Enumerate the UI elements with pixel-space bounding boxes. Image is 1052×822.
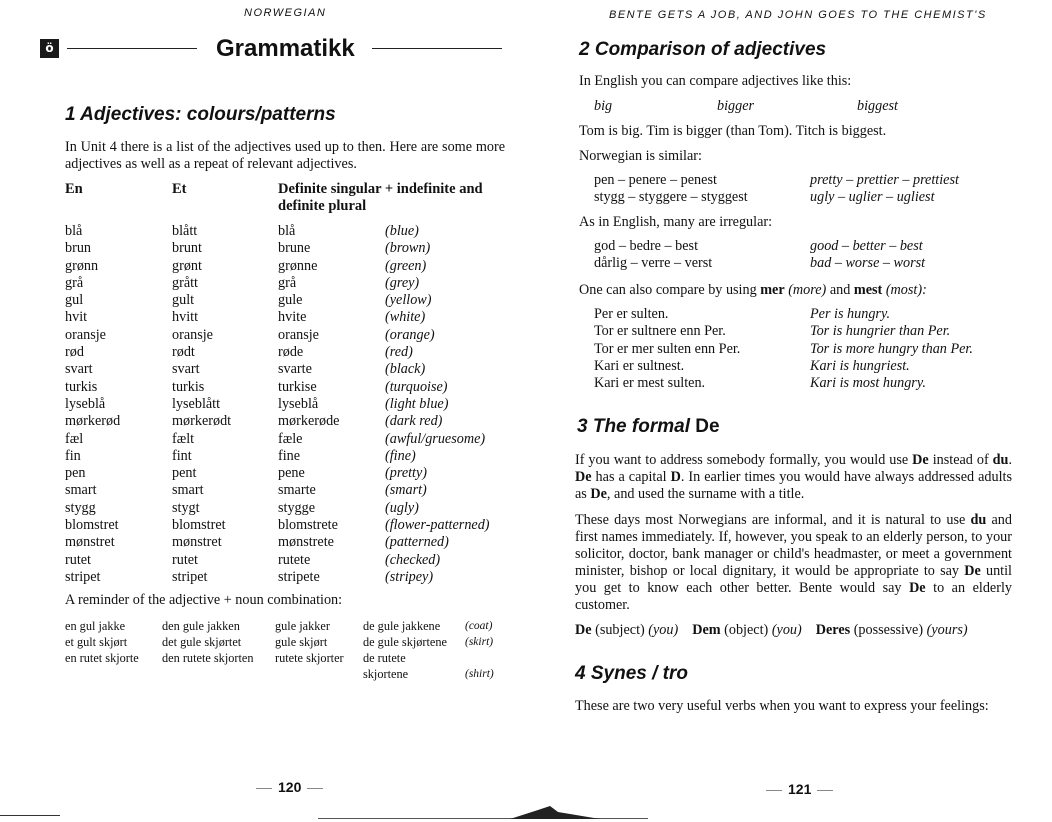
page-dash (256, 788, 272, 789)
pronoun-role: (possessive) (850, 622, 927, 638)
adjective-row (65, 223, 515, 240)
adjective-row (65, 500, 515, 517)
adjective-en: pen (65, 465, 86, 482)
adjective-row (65, 344, 515, 361)
definite-singular: den rutete skjorten (162, 651, 254, 665)
adjective-en: gul (65, 292, 84, 309)
adjective-row (65, 465, 515, 482)
adjective-en: rutet (65, 551, 91, 568)
adjective-row (65, 258, 515, 275)
most-gloss: (most): (882, 282, 927, 298)
adjective-gloss: (dark red) (385, 413, 443, 430)
formal-de-paragraph-2: These days most Norwegians are informal, and it is natural to use du and first names immediately. If, however, you speak to an elderly person, to your solicitor, doctor, bank manager or child's headmaster, or meet a government minister, bishop or local dignitary, it would be appropriate to say De until you get to know each other better. Bente would say De to an elderly customer. (575, 512, 1012, 613)
title-rule-left (67, 48, 197, 49)
adjective-plural: brune (278, 240, 311, 257)
adjective-gloss: (grey) (385, 274, 420, 291)
adjective-et: mønstret (172, 534, 222, 551)
adjective-plural: grå (278, 274, 297, 291)
adjective-row (65, 448, 515, 465)
english-form-superlative: biggest (857, 98, 898, 114)
title-rule-right (372, 48, 502, 49)
pronoun-dem (692, 622, 802, 638)
adjective-row (65, 552, 515, 569)
adjective-et: gult (172, 292, 195, 309)
pronoun-word: Deres (815, 622, 851, 638)
sulten-no-3: Tor er mer sulten enn Per. (594, 340, 741, 357)
page-edge-left (0, 815, 60, 816)
adjective-gloss: (light blue) (385, 395, 449, 412)
adjective-en: stygg (65, 499, 96, 516)
adjective-plural: mørkerøde (278, 413, 340, 430)
adjective-en: blomstret (65, 517, 119, 534)
irregular-en-1: good – better – best (810, 238, 923, 254)
adjective-row (65, 534, 515, 551)
adjective-plural: svarte (278, 361, 312, 378)
adjective-plural: rutete (278, 551, 311, 568)
adjective-et: lyseblått (172, 395, 221, 412)
adjective-et: oransje (172, 326, 213, 343)
indefinite-singular: en rutet skjorte (65, 651, 139, 665)
indefinite-plural: gule jakker (275, 619, 330, 633)
adjective-en: turkis (65, 378, 98, 395)
page-number-right-text: 121 (788, 781, 812, 797)
adjective-et: turkis (172, 378, 205, 395)
adjective-en: smart (65, 482, 97, 499)
adjective-en: fæl (65, 430, 84, 447)
adjective-gloss: (white) (385, 309, 426, 326)
adjective-en: grønn (65, 257, 99, 274)
adjective-et: rødt (172, 344, 195, 361)
adjective-row (65, 569, 515, 586)
indefinite-plural: gule skjørt (275, 635, 328, 649)
definite-plural: de gule skjørtene (363, 635, 448, 649)
indefinite-plural: rutete skjorter (275, 651, 344, 665)
adjective-row (65, 413, 515, 430)
adjective-et: brunt (172, 240, 202, 257)
adjective-en: hvit (65, 309, 88, 326)
irregular-english-list (810, 238, 925, 273)
page-dash (817, 790, 833, 791)
adjective-gloss: (patterned) (385, 534, 449, 551)
adjective-gloss: (fine) (385, 447, 416, 464)
sulten-no-5: Kari er mest sulten. (594, 375, 706, 392)
more-gloss: (more) (784, 282, 827, 298)
adjective-et: smart (172, 482, 204, 499)
irregular-norwegian-list (594, 238, 712, 273)
pronoun-de (575, 622, 678, 638)
definite-plural: de gule jakkene (363, 619, 441, 633)
irregular-no-2: dårlig – verre – verst (594, 255, 713, 272)
adjective-et: stygt (172, 499, 200, 516)
pronoun-gloss: (you) (648, 622, 679, 638)
running-head-right: BENTE GETS A JOB, AND JOHN GOES TO THE CHEMIST'S (609, 9, 987, 21)
adjective-plural: gule (278, 292, 303, 309)
adjective-et: stripet (172, 568, 208, 585)
adjective-plural: blomstrete (278, 517, 338, 534)
adjective-et: blomstret (172, 517, 226, 534)
noun-gloss: (skirt) (465, 636, 494, 648)
comparison-intro: In English you can compare adjectives like this: (579, 73, 852, 89)
adjective-plural: stygge (278, 499, 316, 516)
adjective-plural: blå (278, 223, 296, 239)
sulten-en-5: Kari is most hungry. (810, 375, 926, 392)
page-number-left (250, 779, 329, 795)
adjective-plural: stripete (278, 568, 320, 585)
pronoun-forms (575, 622, 982, 639)
sulten-no-2: Tor er sultnere enn Per. (594, 323, 726, 340)
adjective-et: mørkerødt (172, 413, 232, 430)
similar-no-1: pen – penere – penest (594, 172, 717, 188)
sulten-en-1: Per is hungry. (810, 306, 890, 322)
page-number-left-text: 120 (278, 779, 302, 795)
adjective-row (65, 275, 515, 292)
adjective-gloss: (blue) (385, 223, 419, 239)
adjective-en: rød (65, 344, 84, 361)
adjective-table (65, 181, 515, 586)
page-dash (307, 788, 323, 789)
irregular-intro: As in English, many are irregular: (579, 214, 773, 230)
adjective-plural: oransje (278, 326, 319, 343)
similar-no-2: stygg – styggere – styggest (594, 189, 748, 206)
adjective-row (65, 292, 515, 309)
adjective-gloss: (checked) (385, 551, 441, 568)
page-title: Grammatikk (216, 35, 355, 62)
pronoun-gloss: (you) (771, 622, 802, 638)
english-form-positive: big (594, 98, 613, 114)
mer-word: mer (760, 282, 785, 298)
section-heading-1: 1 Adjectives: colours/patterns (65, 104, 336, 125)
adjective-plural: fæle (278, 430, 303, 447)
adjective-plural: turkise (278, 378, 317, 395)
adjective-gloss: (smart) (385, 482, 427, 499)
adjective-plural: smarte (278, 482, 316, 499)
page-dash (766, 790, 782, 791)
adjective-gloss: (stripey) (385, 568, 434, 585)
irregular-no-1: god – bedre – best (594, 238, 699, 254)
definite-singular: det gule skjørtet (162, 635, 242, 649)
tom-example: Tom is big. Tim is bigger (than Tom). Titch is biggest. (579, 123, 887, 139)
adjective-en: blå (65, 223, 83, 239)
page-number-right (760, 781, 839, 797)
adjective-row (65, 482, 515, 499)
adjective-gloss: (green) (385, 257, 427, 274)
mer-mest-intro (579, 282, 927, 299)
norwegian-similar: Norwegian is similar: (579, 148, 702, 164)
adjective-row (65, 240, 515, 257)
adjective-plural: lyseblå (278, 395, 319, 412)
similar-en-1: pretty – prettier – prettiest (810, 172, 959, 188)
adjective-gloss: (yellow) (385, 292, 432, 309)
adjective-gloss: (turquoise) (385, 378, 448, 395)
pronoun-gloss: (yours) (926, 622, 968, 638)
adjective-et: grått (172, 274, 198, 291)
header-et: Et (172, 181, 187, 197)
noun-gloss: (shirt) (465, 668, 494, 680)
adjective-plural: pene (278, 465, 305, 482)
adjective-row (65, 361, 515, 378)
similar-en-2: ugly – uglier – ugliest (810, 189, 935, 206)
and-text: and (826, 282, 854, 298)
sulten-english-list (810, 306, 973, 392)
adjective-gloss: (ugly) (385, 499, 419, 516)
book-spine-shadow (510, 806, 600, 820)
adjective-table-header (65, 181, 515, 223)
adjective-plural: grønne (278, 257, 318, 274)
adjective-et: hvitt (172, 309, 199, 326)
adjective-row (65, 396, 515, 413)
sulten-no-1: Per er sulten. (594, 306, 669, 322)
adjective-row (65, 517, 515, 534)
adjective-plural: hvite (278, 309, 307, 326)
adjective-et: grønt (172, 257, 202, 274)
header-definite: Definite singular + indefinite and definite plural (278, 181, 483, 214)
sulten-en-2: Tor is hungrier than Per. (810, 323, 951, 340)
pronoun-role: (object) (720, 622, 772, 638)
definite-plural: de rutete (363, 651, 406, 665)
adjective-et: pent (172, 465, 197, 482)
mest-word: mest (853, 282, 883, 298)
adjective-row (65, 431, 515, 448)
adjective-plural: fine (278, 447, 301, 464)
section-heading-3 (577, 416, 720, 438)
adjective-et: fælt (172, 430, 195, 447)
adjective-en: brun (65, 240, 92, 257)
pronoun-word: Dem (692, 622, 721, 638)
adjective-en: grå (65, 274, 84, 291)
pronoun-role: (subject) (591, 622, 649, 638)
sulten-no-4: Kari er sultnest. (594, 357, 685, 374)
adjective-row (65, 379, 515, 396)
adjective-en: mønstret (65, 534, 115, 551)
adjective-gloss: (brown) (385, 240, 431, 257)
adjective-plural: mønstrete (278, 534, 334, 551)
indefinite-singular: en gul jakke (65, 619, 126, 633)
noun-gloss: (coat) (465, 620, 493, 632)
english-form-comparative: bigger (717, 98, 755, 114)
adjective-et: fint (172, 447, 192, 464)
adjective-en: mørkerød (65, 413, 121, 430)
adjective-en: lyseblå (65, 395, 106, 412)
pronoun-deres (816, 622, 968, 638)
adjective-gloss: (awful/gruesome) (385, 430, 486, 447)
adjective-gloss: (black) (385, 361, 426, 378)
section-1-intro: In Unit 4 there is a list of the adjectives used up to then. Here are some more adjectives as well as a repeat of relevant adjectives. (65, 139, 505, 172)
synes-tro-paragraph: These are two very useful verbs when you want to express your feelings: (575, 698, 989, 714)
adjective-gloss: (pretty) (385, 465, 428, 482)
adjective-en: svart (65, 361, 93, 378)
sulten-norwegian-list (594, 306, 740, 392)
similar-english-list (810, 172, 959, 207)
section-heading-2: 2 Comparison of adjectives (579, 39, 827, 60)
mer-mest-text-a: One can also compare by using (579, 282, 761, 298)
pronoun-word: De (575, 622, 592, 638)
adjective-en: fin (65, 447, 81, 464)
adjective-row (65, 309, 515, 326)
running-head-left: NORWEGIAN (244, 7, 327, 19)
adjective-et: blått (172, 223, 198, 239)
adjective-et: svart (172, 361, 200, 378)
definite-plural: skjortene (363, 667, 409, 681)
adjective-row (65, 327, 515, 344)
header-en: En (65, 181, 83, 197)
section-3-heading-text: 3 The formal (577, 416, 696, 437)
definite-singular: den gule jakken (162, 619, 240, 633)
adjective-et: rutet (172, 551, 198, 568)
irregular-en-2: bad – worse – worst (810, 255, 926, 272)
sulten-en-3: Tor is more hungry than Per. (810, 340, 973, 357)
adjective-gloss: (flower-patterned) (385, 517, 490, 534)
adjective-en: oransje (65, 326, 106, 343)
exercise-icon: ö (40, 39, 59, 58)
adjective-gloss: (orange) (385, 326, 435, 343)
similar-norwegian-list (594, 172, 748, 207)
section-heading-4: 4 Synes / tro (575, 663, 688, 684)
section-3-heading-de: De (695, 416, 720, 437)
sulten-en-4: Kari is hungriest. (810, 357, 910, 374)
formal-de-paragraph-1: If you want to address somebody formally, you would use De instead of du. De has a capital D. In earlier times you would have always addressed adults as De, and used the surname with a title. (575, 452, 1012, 502)
indefinite-singular: et gult skjørt (65, 635, 128, 649)
adjective-gloss: (red) (385, 344, 413, 361)
adjective-plural: røde (278, 344, 304, 361)
reminder-text: A reminder of the adjective + noun combination: (65, 592, 343, 608)
adjective-en: stripet (65, 568, 101, 585)
